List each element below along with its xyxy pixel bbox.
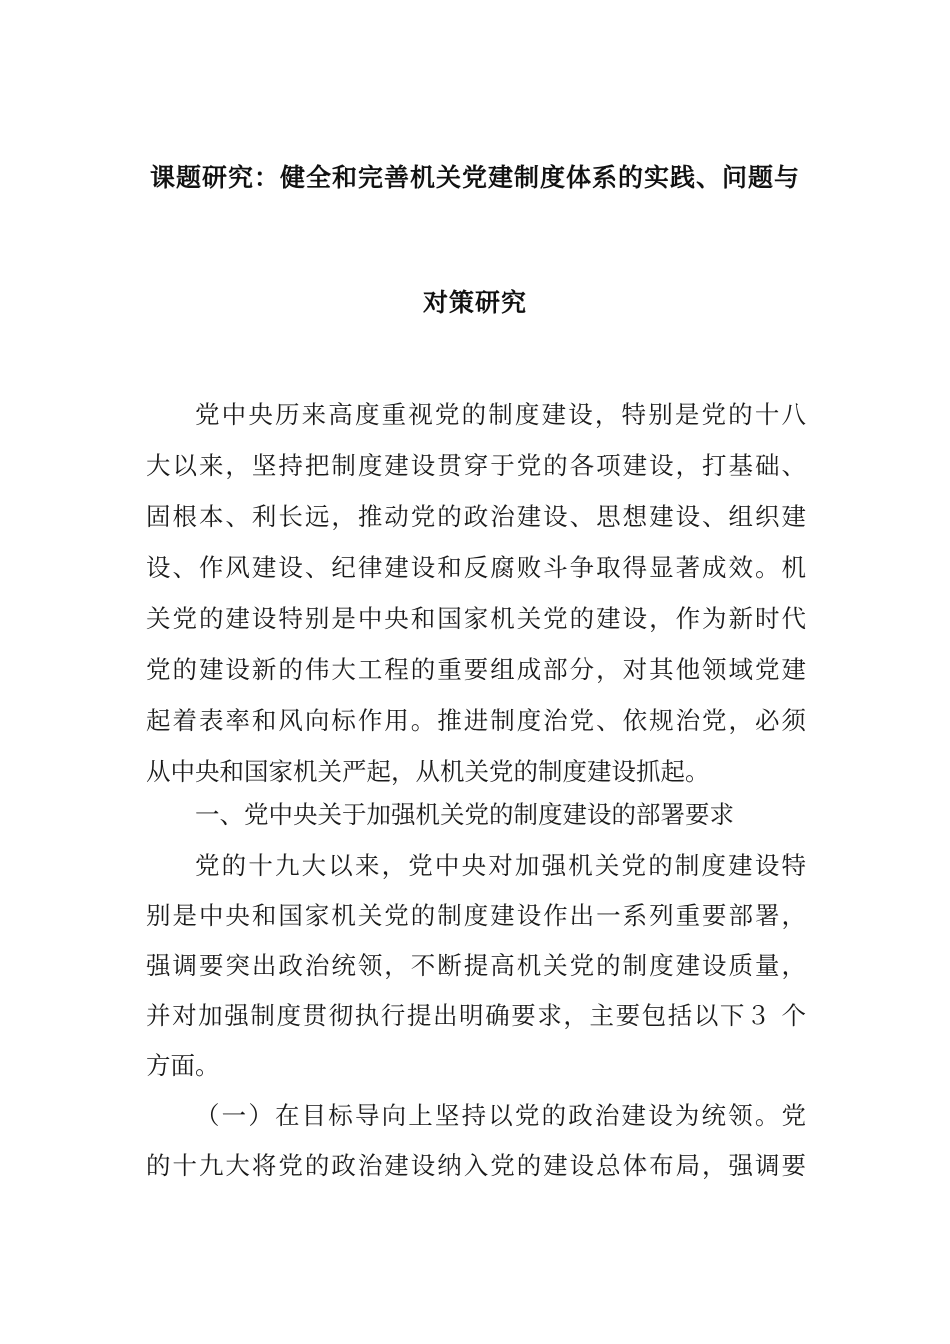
paragraph-line: 党的建设新的伟大工程的重要组成部分，对其他领域党建 [146, 655, 806, 684]
paragraph-line: 方面。 [146, 1051, 220, 1080]
document-title-line-2: 对策研究 [422, 288, 527, 317]
paragraph-line: 党的十九大以来，党中央对加强机关党的制度建设特 [195, 851, 806, 880]
paragraph-line: 并对加强制度贯彻执行提出明确要求，主要包括以下３ 个 [146, 1001, 806, 1030]
section-heading: 一、党中央关于加强机关党的制度建设的部署要求 [195, 800, 734, 829]
paragraph-line: 的十九大将党的政治建设纳入党的建设总体布局，强调要 [146, 1151, 806, 1180]
subsection-heading: （一）在目标导向上坚持以党的政治建设为统领。党 [195, 1101, 806, 1130]
paragraph-line: 从中央和国家机关严起，从机关党的制度建设抓起。 [146, 757, 710, 786]
paragraph-line: 强调要突出政治统领，不断提高机关党的制度建设质量， [146, 951, 806, 980]
paragraph-line: 党中央历来高度重视党的制度建设，特别是党的十八 [195, 400, 806, 429]
paragraph-line: 起着表率和风向标作用。推进制度治党、依规治党，必须 [146, 706, 806, 735]
paragraph-line: 关党的建设特别是中央和国家机关党的建设，作为新时代 [146, 604, 806, 633]
paragraph-line: 固根本、利长远，推动党的政治建设、思想建设、组织建 [146, 502, 806, 531]
document-title-line-1: 课题研究：健全和完善机关党建制度体系的实践、问题与 [149, 163, 800, 192]
paragraph-line: 别是中央和国家机关党的制度建设作出一系列重要部署， [146, 901, 806, 930]
paragraph-line: 设、作风建设、纪律建设和反腐败斗争取得显著成效。机 [146, 553, 806, 582]
paragraph-line: 大以来，坚持把制度建设贯穿于党的各项建设，打基础、 [146, 451, 806, 480]
